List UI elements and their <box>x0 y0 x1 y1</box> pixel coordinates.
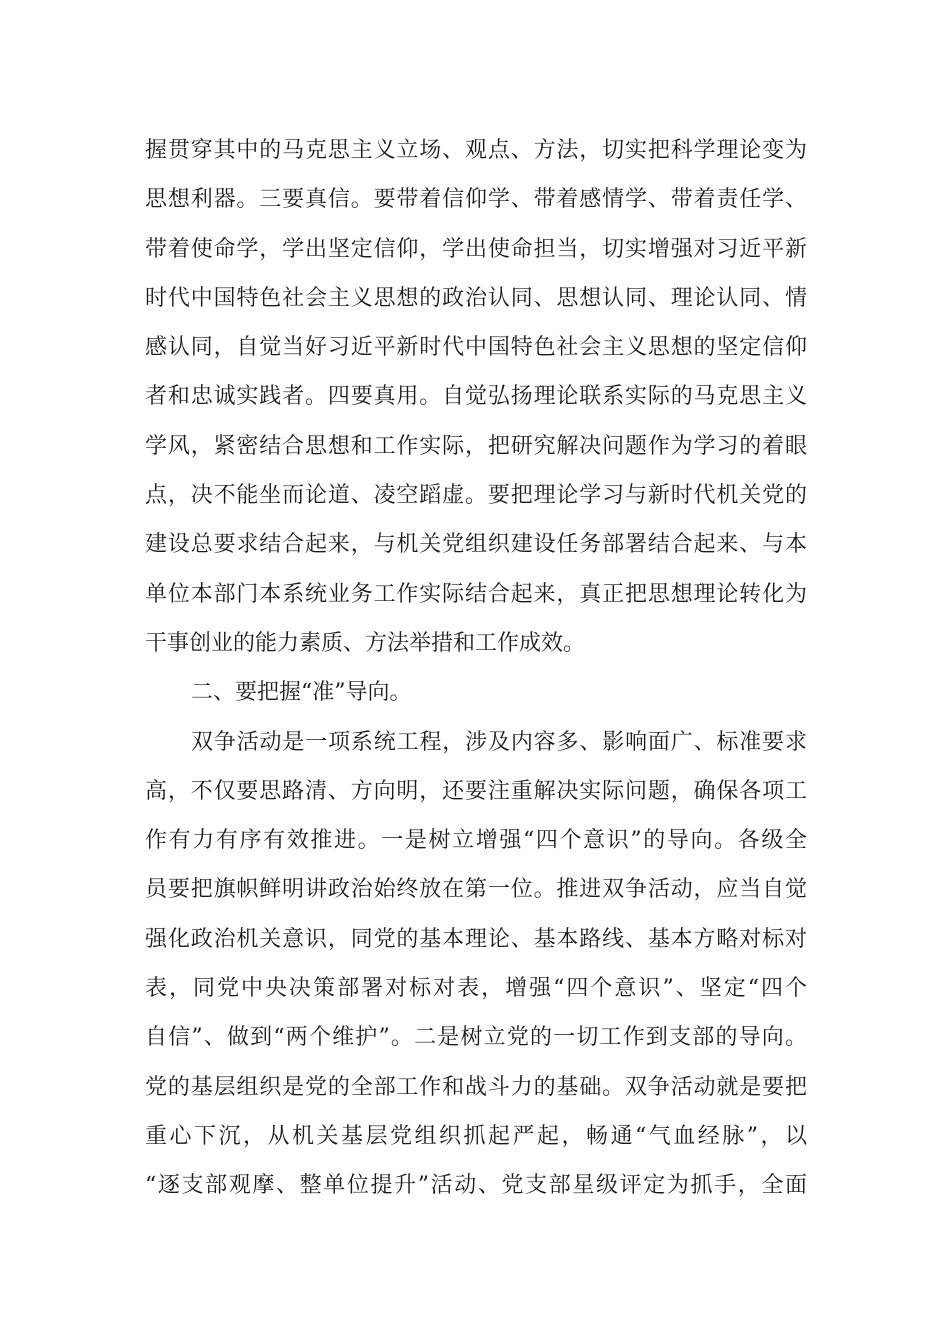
section-heading: 二、要把握“准”导向。 <box>191 680 412 706</box>
paragraph-line: 重心下沉，从机关基层党组织抓起严起，畅通“气血经脉”，以 <box>145 1123 807 1149</box>
paragraph-line: 握贯穿其中的马克思主义立场、观点、方法，切实把科学理论变为 <box>145 138 807 163</box>
paragraph-line: 强化政治机关意识，同党的基本理论、基本路线、基本方略对标对 <box>145 926 807 952</box>
body-text <box>145 126 807 1211</box>
paragraph-line: 员要把旗帜鲜明讲政治始终放在第一位。推进双争活动，应当自觉 <box>145 877 807 903</box>
paragraph-line: 作有力有序有效推进。一是树立增强“四个意识”的导向。各级全 <box>145 828 807 854</box>
paragraph-line: 干事创业的能力素质、方法举措和工作成效。 <box>145 630 586 656</box>
paragraph-line: 自信”、做到“两个维护”。二是树立党的一切工作到支部的导向。 <box>145 1025 807 1051</box>
paragraph-line: 表，同党中央决策部署对标对表，增强“四个意识”、坚定“四个 <box>145 976 807 1002</box>
paragraph-line: 感认同，自觉当好习近平新时代中国特色社会主义思想的坚定信仰 <box>145 335 807 361</box>
paragraph-line: 思想利器。三要真信。要带着信仰学、带着感情学、带着责任学、 <box>145 187 807 213</box>
paragraph-line: 建设总要求结合起来，与机关党组织建设任务部署结合起来、与本 <box>145 532 807 558</box>
paragraph-line: 时代中国特色社会主义思想的政治认同、思想认同、理论认同、情 <box>145 285 807 311</box>
paragraph-line: 党的基层组织是党的全部工作和战斗力的基础。双争活动就是要把 <box>145 1074 807 1100</box>
paragraph-line: 高，不仅要思路清、方向明，还要注重解决实际问题，确保各项工 <box>145 778 807 804</box>
paragraph-line: 双争活动是一项系统工程，涉及内容多、影响面广、标准要求 <box>191 729 807 755</box>
paragraph-line: 学风，紧密结合思想和工作实际，把研究解决问题作为学习的着眼 <box>145 433 807 459</box>
paragraph-line: 带着使命学，学出坚定信仰，学出使命担当，切实增强对习近平新 <box>145 236 807 262</box>
paragraph-line: 点，决不能坐而论道、凌空蹈虚。要把理论学习与新时代机关党的 <box>145 483 807 509</box>
paragraph-line: “逐支部观摩、整单位提升”活动、党支部星级评定为抓手，全面 <box>145 1173 807 1199</box>
paragraph-line: 者和忠诚实践者。四要真用。自觉弘扬理论联系实际的马克思主义 <box>145 384 807 410</box>
paragraph-line: 单位本部门本系统业务工作实际结合起来，真正把思想理论转化为 <box>145 581 807 607</box>
